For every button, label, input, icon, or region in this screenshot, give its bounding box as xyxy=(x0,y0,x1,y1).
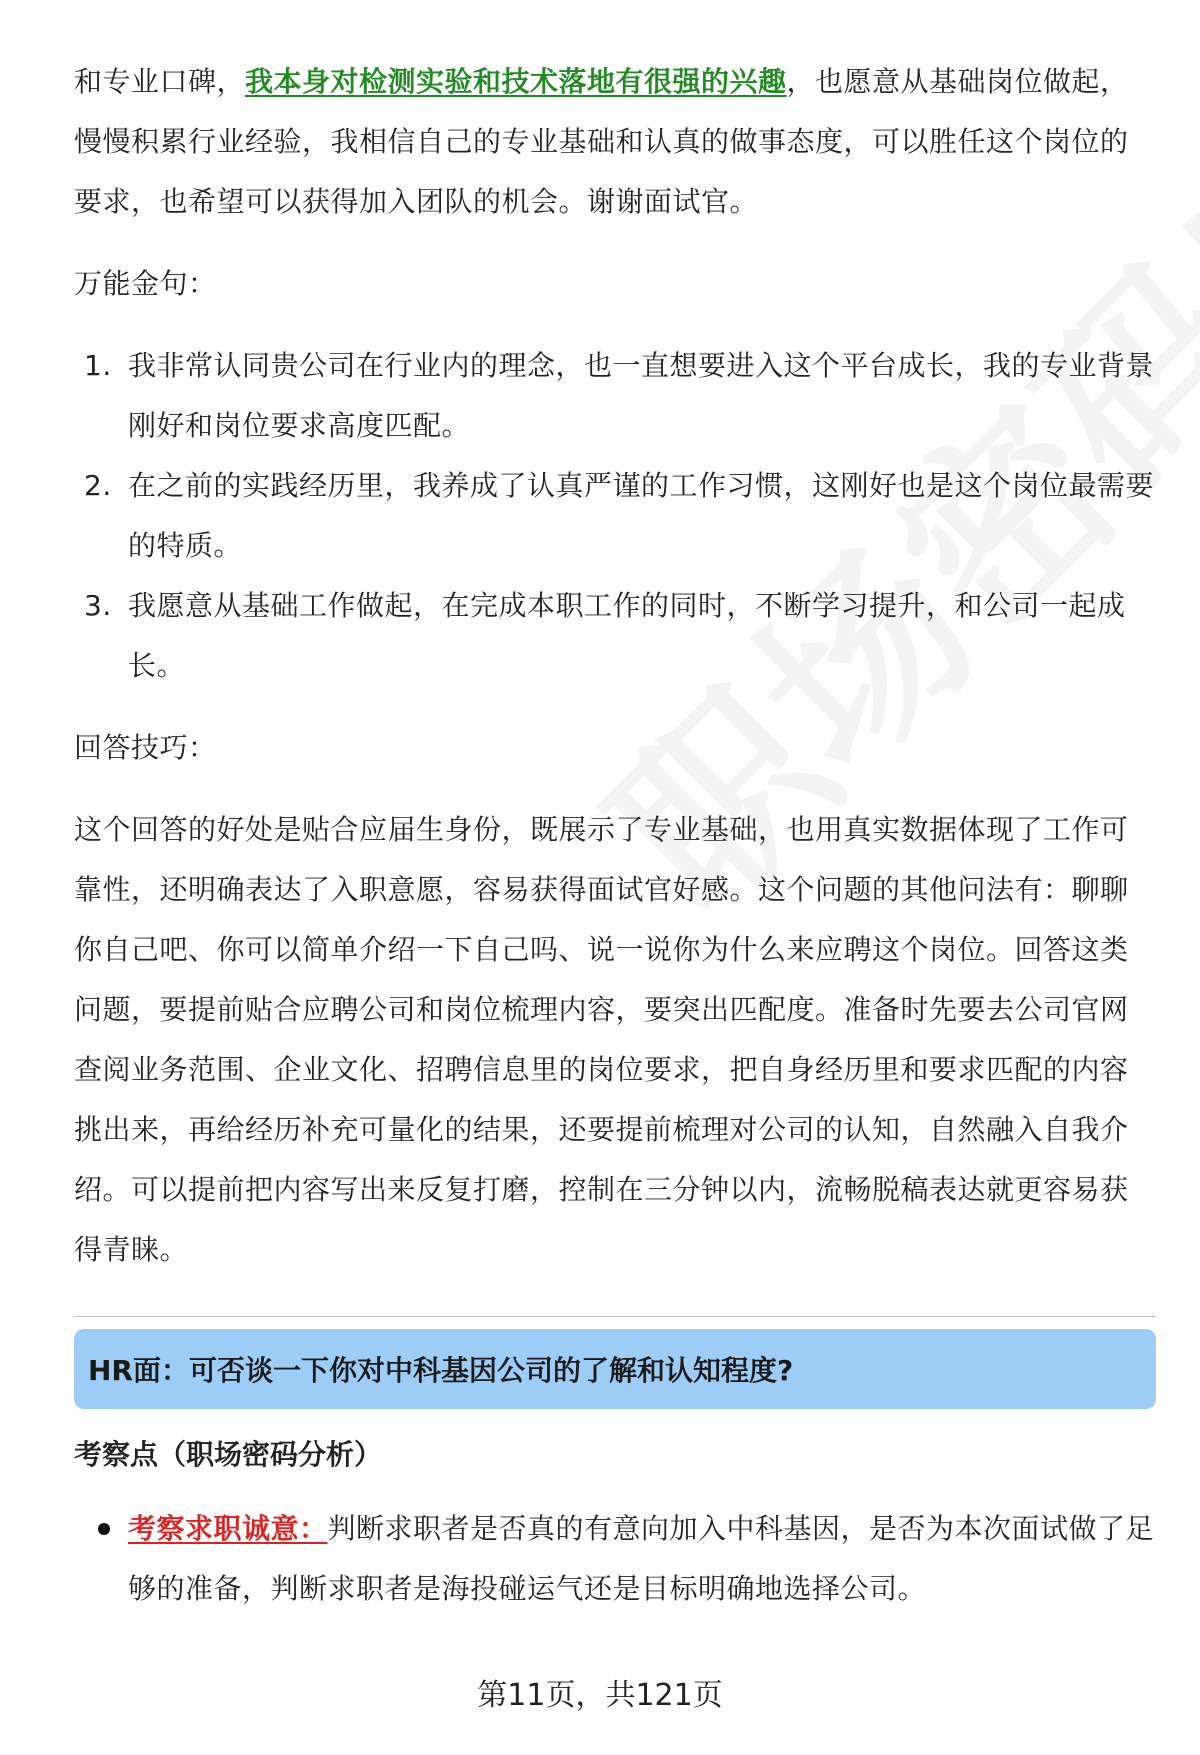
list-text: 我非常认同贵公司在行业内的理念，也一直想要进入这个平台成长，我的专业背景刚好和岗位要求高度匹配。 xyxy=(128,349,1155,442)
tips-label: 回答技巧： xyxy=(74,731,217,764)
tips-body: 这个回答的好处是贴合应届生身份，既展示了专业基础，也用真实数据体现了工作可靠性，还明确表达了入职意愿，容易获得面试官好感。这个问题的其他问法有：聊聊你自己吧、你可以简单介绍一下自己吗、说一说你为什么来应聘这个岗位。回答这类问题，要提前贴合应聘公司和岗位梳理内容，要突出匹配度。准备时先要去公司官网查阅业务范围、企业文化、招聘信息里的岗位要求，把自身经历里和要求匹配的内容挑出来，再给经历补充可量化的结果，还要提前梳理对公司的认知，自然融入自我介绍。可以提前把内容写出来反复打磨，控制在三分钟以内，流畅脱稿表达就更容易获得青睐。 xyxy=(74,813,1129,1266)
list-number: 1. xyxy=(84,349,112,382)
intro-prefix: 和专业口碑， xyxy=(74,65,246,98)
list-number: 3. xyxy=(84,589,112,622)
section-divider xyxy=(74,1316,1156,1317)
list-item xyxy=(74,1499,1156,1619)
bullet-text: 判断求职者是否真的有意向加入中科基因，是否为本次面试做了足够的准备，判断求职者是海投碰运气还是目标明确地选择公司。 xyxy=(128,1512,1155,1605)
page-footer: 第11页，共121页 xyxy=(477,1678,723,1713)
list-item xyxy=(74,576,1156,696)
golden-label: 万能金句： xyxy=(74,267,217,300)
intro-highlight: 我本身对检测实验和技术落地有很强的兴趣 xyxy=(245,65,787,98)
list-text: 我愿意从基础工作做起，在完成本职工作的同时，不断学习提升，和公司一起成长。 xyxy=(128,589,1126,682)
analysis-list xyxy=(74,1499,1156,1619)
intro-paragraph xyxy=(74,52,1156,232)
intro-suffix: ，也愿意从基础岗位做起，慢慢积累行业经验，我相信自己的专业基础和认真的做事态度，可以胜任这个岗位的要求，也希望可以获得加入团队的机会。谢谢面试官。 xyxy=(74,65,1129,218)
list-item xyxy=(74,456,1156,576)
list-number: 2. xyxy=(84,469,112,502)
question-banner xyxy=(74,1329,1156,1409)
question-text: HR面：可否谈一下你对中科基因公司的了解和认知程度? xyxy=(88,1354,794,1387)
bullet-dot-icon xyxy=(98,1523,110,1535)
analysis-title: 考察点（职场密码分析） xyxy=(74,1438,383,1471)
bullet-key: 考察求职诚意： xyxy=(128,1512,328,1545)
golden-list xyxy=(74,336,1156,696)
list-item xyxy=(74,336,1156,456)
document-page xyxy=(74,52,1156,1619)
list-text: 在之前的实践经历里，我养成了认真严谨的工作习惯，这刚好也是这个岗位最需要的特质。 xyxy=(128,469,1155,562)
